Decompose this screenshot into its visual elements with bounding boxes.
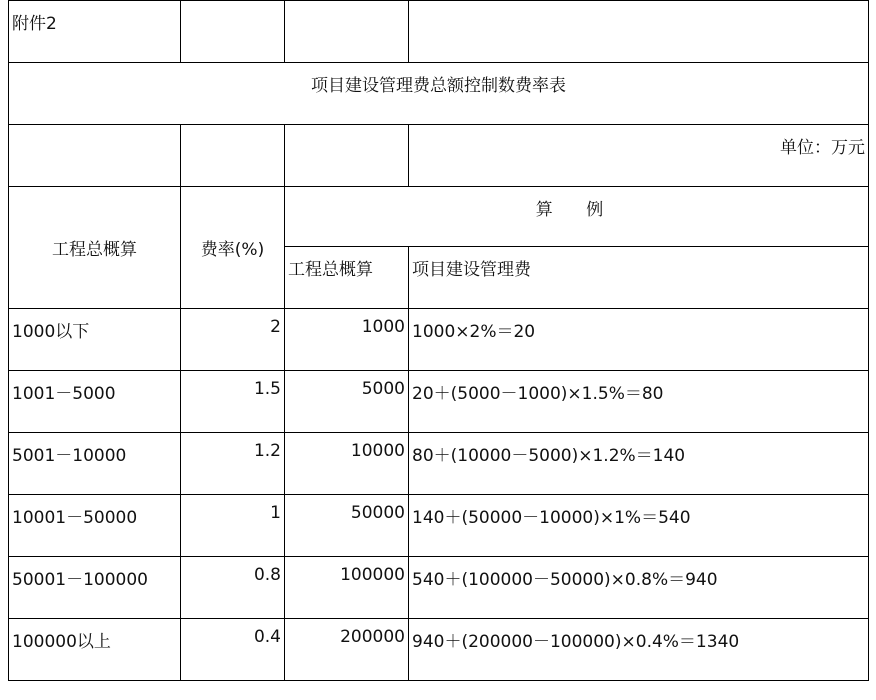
cell-example-budget: 10000: [285, 433, 409, 495]
empty-cell: [9, 125, 181, 187]
header-total-budget: 工程总概算: [9, 187, 181, 309]
cell-example-budget: 200000: [285, 619, 409, 681]
cell-rate: 1: [181, 495, 285, 557]
table-row: [9, 557, 869, 619]
table-row: [9, 495, 869, 557]
cell-rate: 0.4: [181, 619, 285, 681]
cell-example-budget: 50000: [285, 495, 409, 557]
empty-cell: [181, 1, 285, 63]
attachment-label: 附件2: [9, 1, 181, 63]
table-row: [9, 309, 869, 371]
fee-rate-table: [8, 0, 869, 681]
empty-cell: [285, 125, 409, 187]
table-title: 项目建设管理费总额控制数费率表: [9, 63, 869, 125]
cell-example-budget: 100000: [285, 557, 409, 619]
cell-rate: 1.5: [181, 371, 285, 433]
table-row: [9, 371, 869, 433]
header-example-text: 算 例: [535, 200, 618, 220]
cell-range: 10001－50000: [9, 495, 181, 557]
header-example: [285, 187, 869, 247]
empty-cell: [285, 1, 409, 63]
table-row: [9, 433, 869, 495]
cell-range: 5001－10000: [9, 433, 181, 495]
unit-label: 单位：万元: [409, 125, 869, 187]
cell-range: 1001－5000: [9, 371, 181, 433]
empty-cell: [409, 1, 869, 63]
cell-calc: 20＋(5000－1000)×1.5%＝80: [409, 371, 869, 433]
cell-rate: 0.8: [181, 557, 285, 619]
cell-range: 1000以下: [9, 309, 181, 371]
empty-cell: [181, 125, 285, 187]
header-example-total-budget: 工程总概算: [285, 247, 409, 309]
cell-rate: 2: [181, 309, 285, 371]
cell-example-budget: 5000: [285, 371, 409, 433]
cell-range: 100000以上: [9, 619, 181, 681]
table-row: [9, 619, 869, 681]
title-row: [9, 63, 869, 125]
header-example-mgmt-fee: 项目建设管理费: [409, 247, 869, 309]
attachment-row: [9, 1, 869, 63]
cell-calc: 140＋(50000－10000)×1%＝540: [409, 495, 869, 557]
cell-calc: 940＋(200000－100000)×0.4%＝1340: [409, 619, 869, 681]
cell-calc: 80＋(10000－5000)×1.2%＝140: [409, 433, 869, 495]
cell-range: 50001－100000: [9, 557, 181, 619]
cell-example-budget: 1000: [285, 309, 409, 371]
cell-calc: 540＋(100000－50000)×0.8%＝940: [409, 557, 869, 619]
cell-calc: 1000×2%＝20: [409, 309, 869, 371]
header-rate: 费率(%): [181, 187, 285, 309]
unit-row: [9, 125, 869, 187]
cell-rate: 1.2: [181, 433, 285, 495]
header-row-1: [9, 187, 869, 247]
